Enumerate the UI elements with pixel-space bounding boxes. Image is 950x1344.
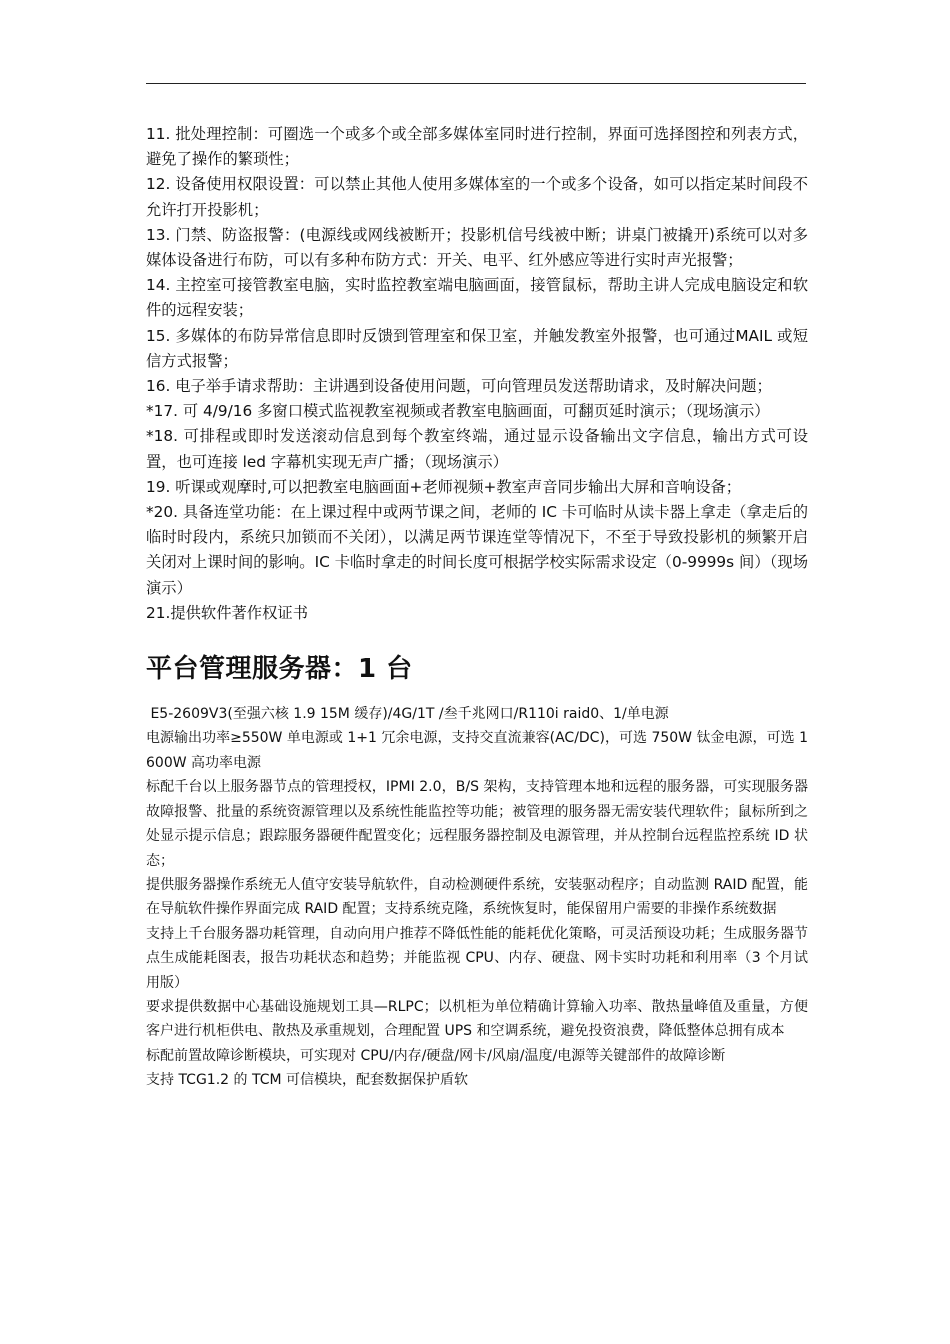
feature-item-14: 14. 主控室可接管教室电脑，实时监控教室端电脑画面，接管鼠标，帮助主讲人完成电脑设定和软件的远程安装；	[146, 276, 808, 320]
section-heading: 平台管理服务器：1 台	[146, 654, 413, 685]
feature-item-13: 13. 门禁、防盗报警：(电源线或网线被断开；投影机信号线被中断；讲桌门被撬开)系统可以对多媒体设备进行布防，可以有多种布防方式：开关、电平、红外感应等进行实时声光报警；	[146, 225, 808, 270]
feature-item-15: 15. 多媒体的布防异常信息即时反馈到管理室和保卫室，并触发教室外报警，也可通过MAIL 或短信方式报警；	[146, 326, 808, 370]
spec-item: E5-2609V3(至强六核 1.9 15M 缓存)/4G/1T /叁千兆网口/R110i raid0、1/单电源	[146, 706, 669, 723]
header-rule	[146, 83, 806, 84]
spec-item: 支持上千台服务器功耗管理，自动向用户推荐不降低性能的能耗优化策略，可灵活预设功耗；生成服务器节点生成能耗图表，报告功耗状态和趋势；并能监视 CPU、内存、硬盘、网卡实时功耗和利用率（3 个月试用版）	[146, 925, 808, 991]
spec-item: 电源输出功率≥550W 单电源或 1+1 冗余电源，支持交直流兼容(AC/DC)，可选 750W 钛金电源，可选 1600W 高功率电源	[146, 730, 808, 771]
spec-item: 要求提供数据中心基础设施规划工具—RLPC；以机柜为单位精确计算输入功率、散热量峰值及重量，方便客户进行机柜供电、散热及承重规划，合理配置 UPS 和空调系统，避免投资浪费，降低整体总拥有成本	[146, 998, 808, 1040]
page-content	[146, 122, 808, 1093]
feature-list	[146, 122, 808, 626]
spec-item: 支持 TCG1.2 的 TCM 可信模块，配套数据保护盾软	[146, 1072, 469, 1089]
feature-item-19: 19. 听课或观摩时,可以把教室电脑画面+老师视频+教室声音同步输出大屏和音响设备；	[146, 477, 742, 496]
server-spec-list	[146, 702, 808, 1093]
feature-item-17: *17. 可 4/9/16 多窗口模式监视教室视频或者教室电脑画面，可翻页延时演示；（现场演示）	[146, 402, 770, 421]
spec-item: 提供服务器操作系统无人值守安装导航软件，自动检测硬件系统，安装驱动程序；自动监测 RAID 配置，能在导航软件操作界面完成 RAID 配置；支持系统克隆，系统恢复时，能保留用户需要的非操作系统数据	[146, 876, 808, 918]
spec-item: 标配前置故障诊断模块，可实现对 CPU/内存/硬盘/网卡/风扇/温度/电源等关键部件的故障诊断	[146, 1047, 726, 1064]
feature-item-12: 12. 设备使用权限设置：可以禁止其他人使用多媒体室的一个或多个设备，如可以指定某时间段不允许打开投影机；	[146, 175, 808, 219]
feature-item-21: 21.提供软件著作权证书	[146, 603, 308, 622]
feature-item-11: 11. 批处理控制：可圈选一个或多个或全部多媒体室同时进行控制，界面可选择图控和列表方式，避免了操作的繁琐性；	[146, 125, 808, 169]
feature-item-18: *18. 可排程或即时发送滚动信息到每个教室终端，通过显示设备输出文字信息，输出方式可设置，也可连接 led 字幕机实现无声广播；（现场演示）	[146, 427, 808, 471]
spec-item: 标配千台以上服务器节点的管理授权，IPMI 2.0，B/S 架构，支持管理本地和远程的服务器，可实现服务器故障报警、批量的系统资源管理以及系统性能监控等功能；被管理的服务器无需安装代理软件；鼠标所到之处显示提示信息；跟踪服务器硬件配置变化；远程服务器控制及电源管理，并从控制台远程监控系统 ID 状态；	[146, 779, 808, 869]
feature-item-16: 16. 电子举手请求帮助：主讲遇到设备使用问题，可向管理员发送帮助请求，及时解决问题；	[146, 377, 772, 396]
feature-item-20: *20. 具备连堂功能：在上课过程中或两节课之间，老师的 IC 卡可临时从读卡器上拿走（拿走后的临时时段内，系统只加锁而不关闭），以满足两节课连堂等情况下，不至于导致投影机的频繁开启关闭对上课时间的影响。IC 卡临时拿走的时间长度可根据学校实际需求设定（0-9999s 间）（现场演示）	[146, 503, 808, 597]
